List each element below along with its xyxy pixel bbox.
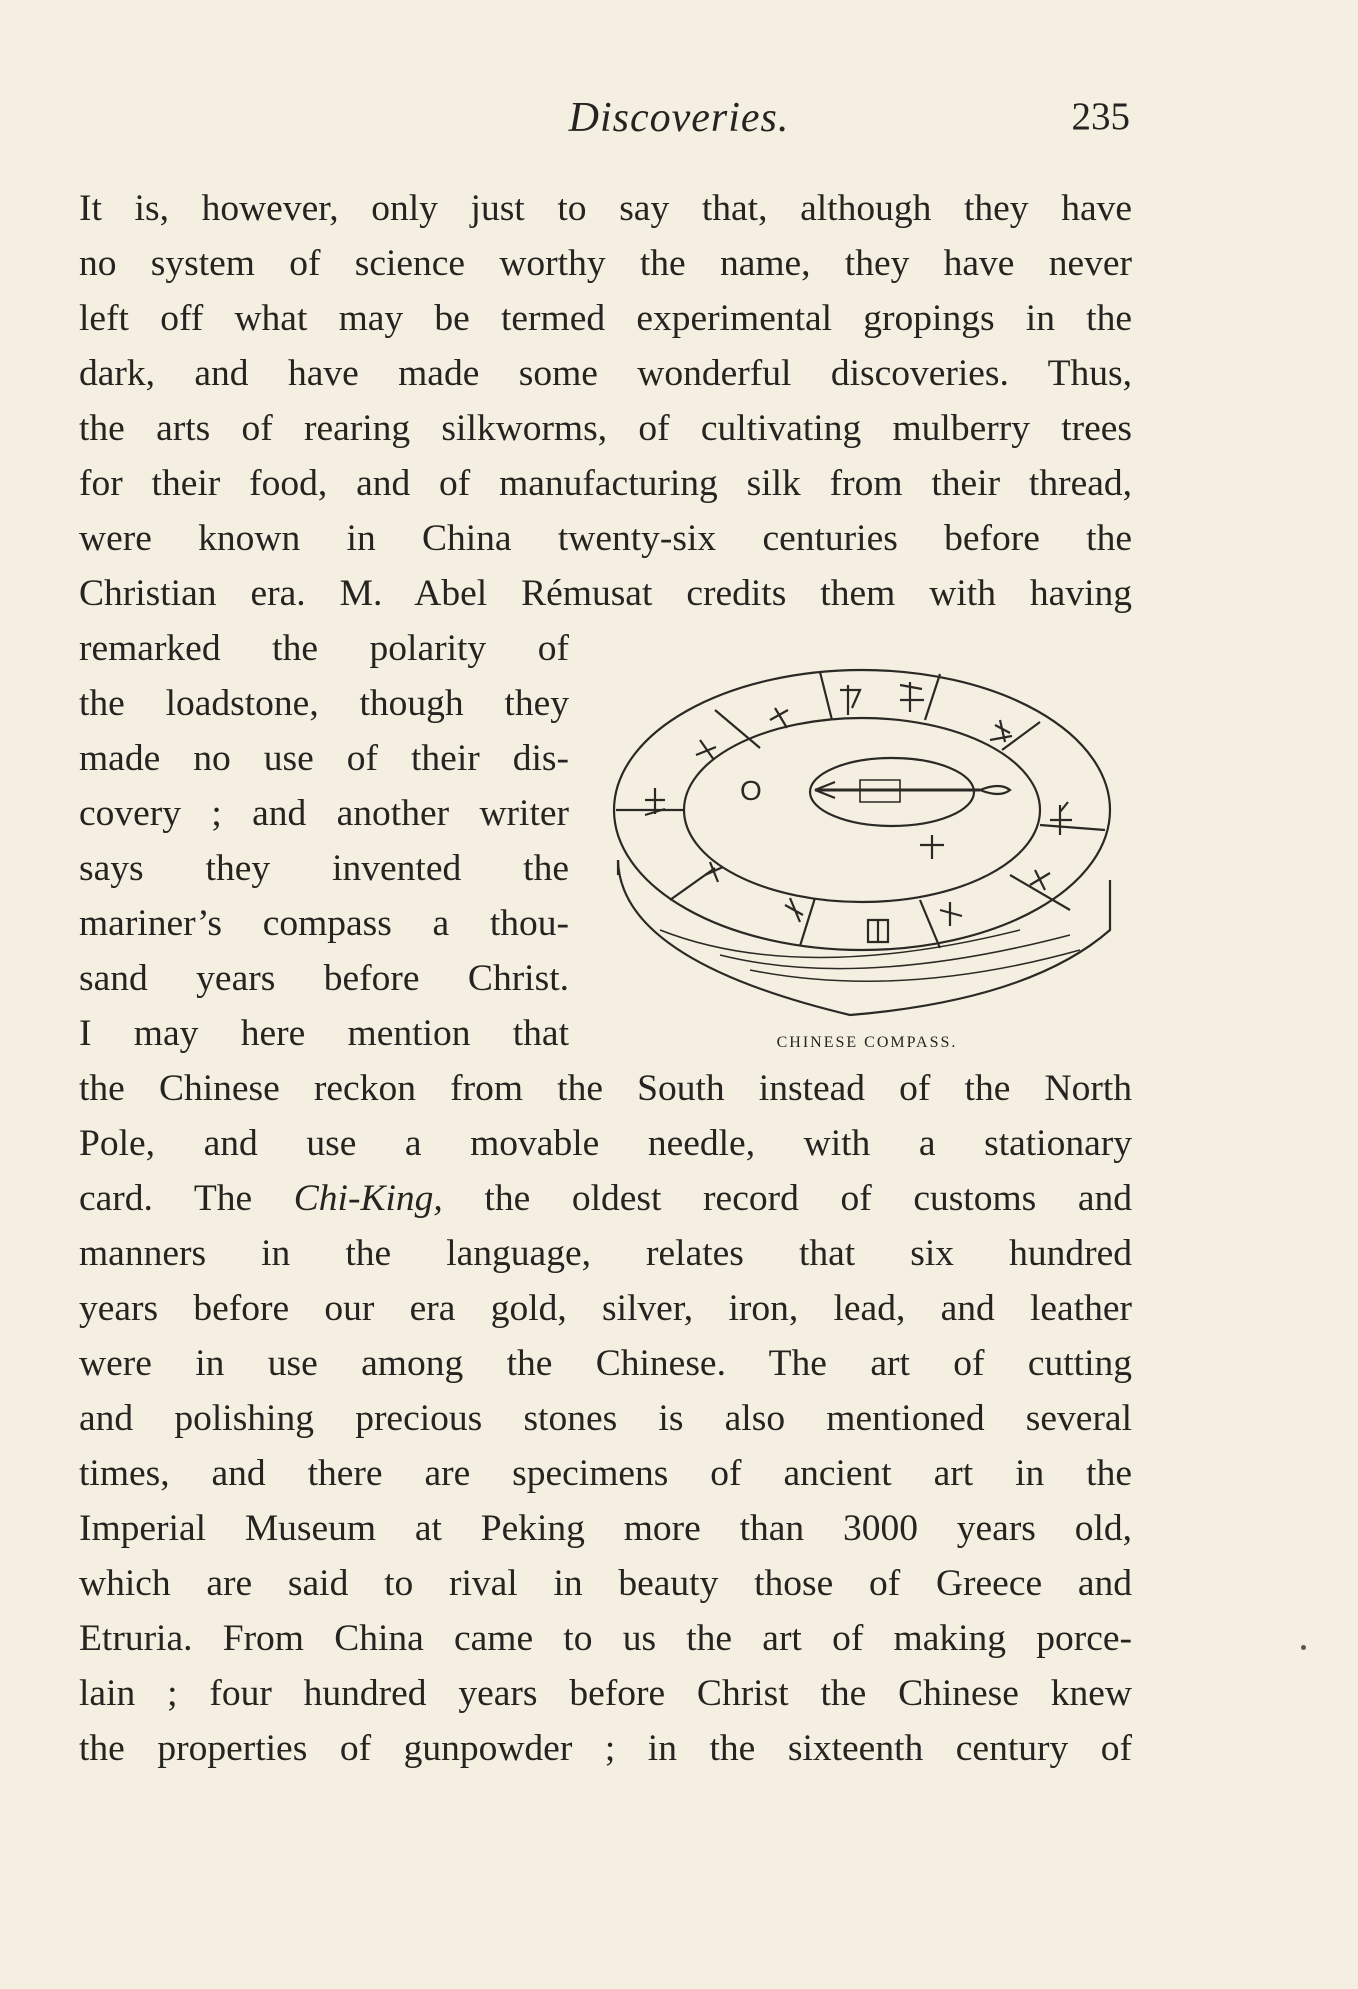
text-line: made no use of their dis- xyxy=(79,738,569,779)
text-line: were in use among the Chinese. The art of cutting xyxy=(79,1343,1132,1384)
text-run: the oldest record of customs and xyxy=(442,1178,1133,1219)
text-line: mariner’s compass a thou- xyxy=(79,903,569,944)
margin-speck xyxy=(1301,1645,1306,1650)
text-line: remarked the polarity of xyxy=(79,628,569,669)
text-line: times, and there are specimens of ancient art in the xyxy=(79,1453,1132,1494)
text-line: Pole, and use a movable needle, with a stationary xyxy=(79,1123,1132,1164)
text-line: the Chinese reckon from the South instead of the North xyxy=(79,1068,1132,1109)
text-line: for their food, and of manufacturing silk from their thread, xyxy=(79,463,1132,504)
text-line: Etruria. From China came to us the art of making porce- xyxy=(79,1618,1132,1659)
text-line: were known in China twenty-six centuries before the xyxy=(79,518,1132,559)
text-line: which are said to rival in beauty those of Greece and xyxy=(79,1563,1132,1604)
text-line: covery ; and another writer xyxy=(79,793,569,834)
chinese-compass-illustration xyxy=(600,630,1120,1030)
running-title: Discoveries. xyxy=(568,95,790,141)
text-line: dark, and have made some wonderful discoveries. Thus, xyxy=(79,353,1132,394)
book-title-italic: Chi-King, xyxy=(293,1178,443,1219)
text-line xyxy=(79,1172,1132,1226)
figure-caption: CHINESE COMPASS. xyxy=(776,1034,958,1051)
text-line: the loadstone, though they xyxy=(79,683,569,724)
text-line: Imperial Museum at Peking more than 3000 years old, xyxy=(79,1508,1132,1549)
text-line: says they invented the xyxy=(79,848,569,889)
text-run: card. The xyxy=(79,1178,294,1219)
text-line: sand years before Christ. xyxy=(79,958,569,999)
chinese-compass-figure xyxy=(600,630,1120,1030)
text-line: and polishing precious stones is also mentioned several xyxy=(79,1398,1132,1439)
text-line: the properties of gunpowder ; in the sixteenth century of xyxy=(79,1728,1132,1769)
compass-center-mark: O xyxy=(740,775,762,806)
text-line: It is, however, only just to say that, although they have xyxy=(79,188,1132,229)
page-number: 235 xyxy=(1071,95,1130,138)
text-line: Christian era. M. Abel Rémusat credits them with having xyxy=(79,573,1132,614)
text-line: the arts of rearing silkworms, of cultivating mulberry trees xyxy=(79,408,1132,449)
text-line: no system of science worthy the name, they have never xyxy=(79,243,1132,284)
text-line: left off what may be termed experimental gropings in the xyxy=(79,298,1132,339)
text-line: years before our era gold, silver, iron, lead, and leather xyxy=(79,1288,1132,1329)
text-line: manners in the language, relates that six hundred xyxy=(79,1233,1132,1274)
text-line: I may here mention that xyxy=(79,1013,569,1054)
text-line: lain ; four hundred years before Christ the Chinese knew xyxy=(79,1673,1132,1714)
